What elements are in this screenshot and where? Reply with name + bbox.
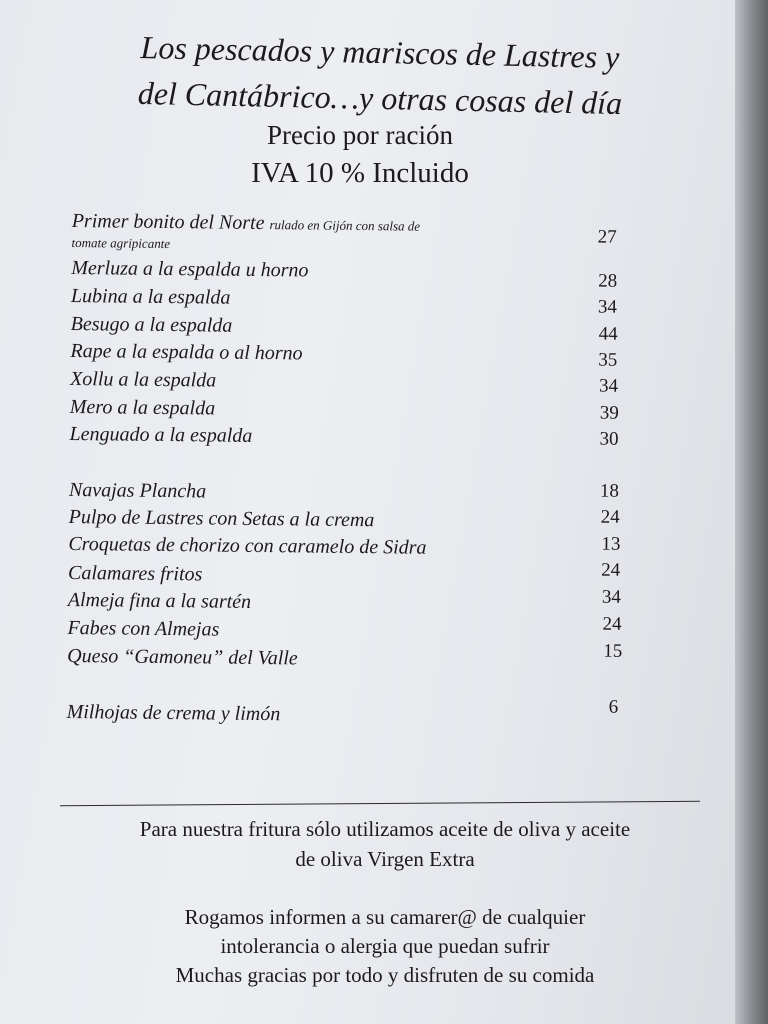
oil-notice-line2: de oliva Virgen Extra xyxy=(295,847,475,871)
menu-item-price: 18 xyxy=(599,480,620,502)
menu-item-price: 35 xyxy=(598,349,618,371)
menu-item xyxy=(69,505,629,535)
menu-item xyxy=(71,284,631,314)
menu-item xyxy=(70,367,630,397)
menu-item-name: Calamares fritos xyxy=(67,562,203,586)
menu-item-price: 27 xyxy=(597,226,617,248)
menu-item xyxy=(67,644,627,674)
menu-item xyxy=(71,209,631,257)
allergy-notice-line2: intolerancia o alergia que puedan sufrir xyxy=(220,934,550,958)
menu-item-price: 34 xyxy=(598,375,619,397)
menu-item-name: Lenguado a la espalda xyxy=(69,423,253,447)
menu-item-name: Merluza a la espalda u horno xyxy=(71,257,309,282)
menu-item xyxy=(68,532,628,562)
menu-item-name: Croquetas de chorizo con caramelo de Sidra xyxy=(68,533,427,559)
menu-item-price: 34 xyxy=(601,586,621,608)
allergy-notice-line1: Rogamos informen a su camarer@ de cualquier xyxy=(184,905,586,929)
price-note: Precio por ración xyxy=(267,120,453,150)
menu-item-name: Navajas Plancha xyxy=(68,479,207,503)
menu-item-name: Milhojas de crema y limón xyxy=(66,700,281,726)
menu-item-price: 24 xyxy=(602,613,622,635)
menu-item xyxy=(70,395,630,425)
menu-title-line1: Los pescados y mariscos de Lastres y xyxy=(140,28,620,76)
menu-item xyxy=(70,339,630,369)
menu-item-price: 24 xyxy=(601,559,621,581)
menu-item-price: 28 xyxy=(598,270,618,292)
menu-item-name: Rape a la espalda o al horno xyxy=(70,340,303,365)
menu-item-name: Pulpo de Lastres con Setas a la crema xyxy=(68,506,375,532)
menu-item-name: Besugo a la espalda xyxy=(70,313,233,337)
menu-item xyxy=(67,616,627,646)
tax-note: IVA 10 % Incluido xyxy=(251,157,469,189)
menu-item-name: Fabes con Almejas xyxy=(67,616,220,641)
menu-item-price: 15 xyxy=(603,640,623,662)
menu-item-name: Mero a la espalda xyxy=(69,396,216,420)
menu-item-name: Lubina a la espalda xyxy=(70,285,231,309)
menu-item-name: Almeja fina a la sartén xyxy=(67,588,252,613)
menu-item-price: 44 xyxy=(598,323,618,345)
thanks-line: Muchas gracias por todo y disfruten de su comida xyxy=(175,963,595,987)
menu-item-price: 34 xyxy=(597,296,618,318)
menu-item-price: 30 xyxy=(599,428,619,450)
menu-item-price: 24 xyxy=(600,506,620,528)
menu-item-price: 13 xyxy=(601,533,621,555)
paper-edge-shadow xyxy=(735,0,768,1024)
menu-item-name: Primer bonito del Norte xyxy=(71,210,265,235)
menu-title-line2: del Cantábrico…y otras cosas del día xyxy=(137,74,623,122)
menu-item-name: Queso “Gamoneu” del Valle xyxy=(67,644,298,670)
oil-notice-line1: Para nuestra fritura sólo utilizamos aceite de oliva y aceite xyxy=(139,817,631,841)
menu-item xyxy=(71,312,631,342)
menu-item xyxy=(68,561,628,591)
menu-item-price: 39 xyxy=(599,402,619,424)
menu-item-price: 6 xyxy=(608,696,619,718)
menu-item xyxy=(68,588,628,618)
menu-item-name: Xollu a la espalda xyxy=(70,368,217,392)
menu-item xyxy=(69,422,629,452)
menu-item xyxy=(69,478,629,508)
menu-item xyxy=(71,256,631,286)
menu-item-note: tomate agripicante xyxy=(71,235,171,252)
menu-item-note: rulado en Gijón con salsa de xyxy=(269,217,421,234)
menu-item xyxy=(67,700,627,730)
